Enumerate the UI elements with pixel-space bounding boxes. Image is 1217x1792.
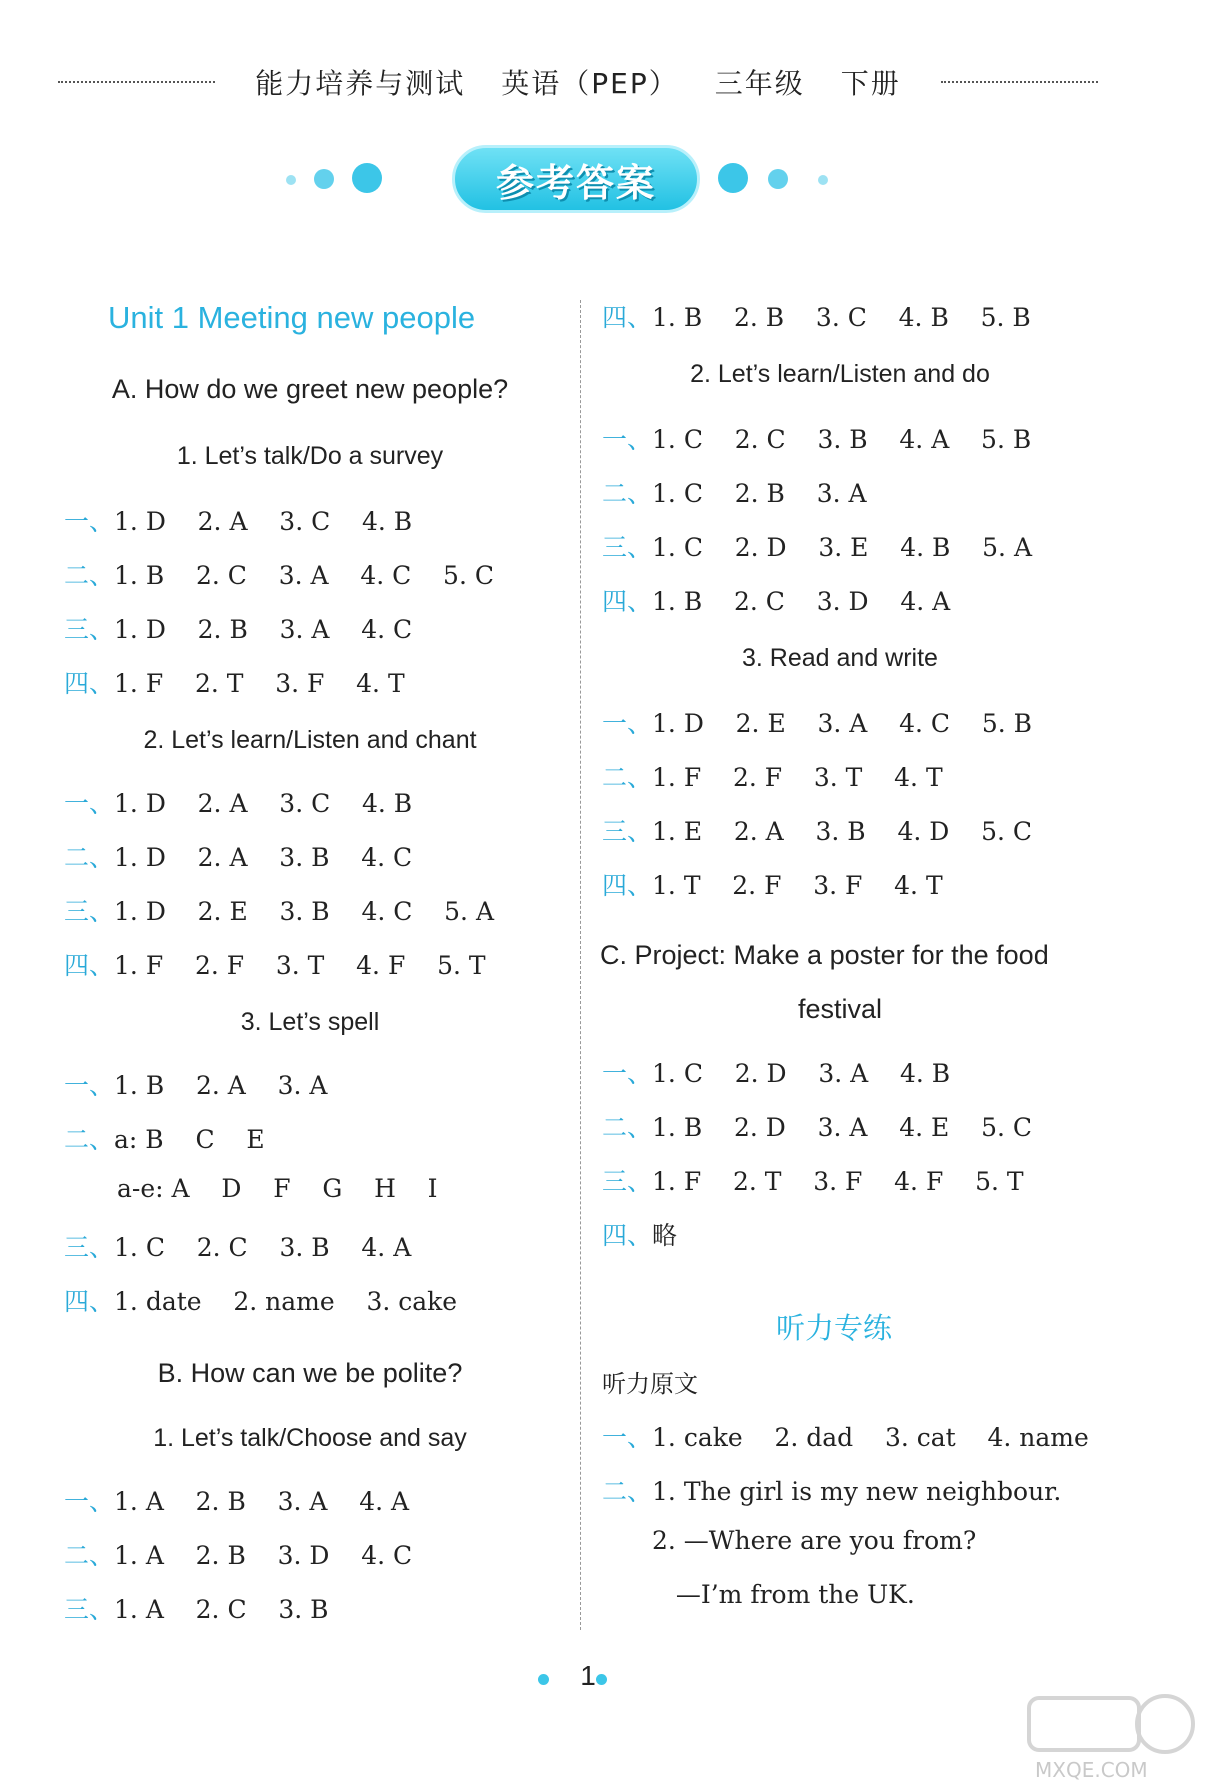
answer-row: 四、1. T 2. F 3. F 4. T: [602, 871, 943, 900]
answer-row: 一、1. A 2. B 3. A 4. A: [64, 1487, 410, 1516]
answer-row: 二、1. The girl is my new neighbour.: [602, 1477, 1062, 1506]
banner-dot: [314, 169, 334, 189]
answer-row: 二、1. A 2. B 3. D 4. C: [64, 1541, 413, 1570]
header-dots-right: [941, 81, 1098, 83]
answer-row: 2. —Where are you from?: [652, 1526, 977, 1555]
section-b-heading: B. How can we be polite?: [157, 1358, 463, 1388]
page-number: 1: [580, 1660, 596, 1691]
section-c-heading-cont: festival: [797, 994, 883, 1024]
footer-dot: [596, 1674, 607, 1685]
footer-dot: [538, 1674, 549, 1685]
answer-row: 一、1. B 2. A 3. A: [64, 1071, 328, 1100]
a1-title: 1. Let’s talk/Do a survey: [176, 442, 444, 470]
header-dots-left: [58, 81, 215, 83]
answer-row: 四、1. F 2. F 3. T 4. F 5. T: [64, 951, 486, 980]
answer-row: —I’m from the UK.: [652, 1580, 915, 1609]
answer-row: 四、1. date 2. name 3. cake: [64, 1287, 458, 1316]
answer-row: 二、1. B 2. D 3. A 4. E 5. C: [602, 1113, 1033, 1142]
banner-pill: [452, 145, 700, 213]
answer-row: 二、1. B 2. C 3. A 4. C 5. C: [64, 561, 494, 590]
answer-row: a-e: A D F G H I: [117, 1174, 438, 1203]
answer-row: 二、a: B C E: [64, 1125, 265, 1154]
header-subject: 英语（PEP）: [501, 67, 679, 100]
a2-title: 2. Let’s learn/Listen and chant: [143, 726, 477, 754]
answer-row: 三、1. A 2. C 3. B: [64, 1595, 329, 1624]
answer-row: 三、1. F 2. T 3. F 4. F 5. T: [602, 1167, 1024, 1196]
banner-title: 参考答案: [495, 160, 656, 205]
watermark-stamp-icon: [1025, 1690, 1205, 1760]
answer-row: 一、1. D 2. A 3. C 4. B: [64, 789, 413, 818]
answer-row: 四、略: [602, 1221, 678, 1250]
header-book: 能力培养与测试: [255, 67, 466, 100]
b3-title: 3. Read and write: [742, 644, 938, 672]
page-header: [58, 62, 1098, 102]
answer-row: 三、1. C 2. D 3. E 4. B 5. A: [602, 533, 1033, 562]
answer-row: 四、1. B 2. C 3. D 4. A: [602, 587, 951, 616]
answer-row: 三、1. D 2. B 3. A 4. C: [64, 615, 413, 644]
b2-title: 2. Let’s learn/Listen and do: [690, 360, 990, 388]
column-divider: [580, 300, 581, 1630]
banner-dot: [718, 163, 748, 193]
answer-row: 三、1. C 2. C 3. B 4. A: [64, 1233, 412, 1262]
unit-title: Unit 1 Meeting new people: [108, 300, 476, 335]
banner-dot: [352, 163, 382, 193]
header-text: [215, 62, 941, 102]
answer-row: 二、1. C 2. B 3. A: [602, 479, 867, 508]
answer-row: 一、1. C 2. C 3. B 4. A 5. B: [602, 425, 1032, 454]
answer-row: 一、1. cake 2. dad 3. cat 4. name: [602, 1423, 1089, 1452]
answer-row: 四、1. F 2. T 3. F 4. T: [64, 669, 405, 698]
listening-subtitle: 听力原文: [602, 1370, 698, 1398]
a3-title: 3. Let’s spell: [240, 1008, 380, 1036]
section-c-heading: C. Project: Make a poster for the food: [600, 940, 1049, 970]
answer-row: 二、1. D 2. A 3. B 4. C: [64, 843, 413, 872]
answer-row: 四、1. B 2. B 3. C 4. B 5. B: [602, 303, 1031, 332]
header-volume: 下册: [840, 67, 901, 100]
banner-dot: [768, 169, 788, 189]
answer-row: 一、1. C 2. D 3. A 4. B: [602, 1059, 951, 1088]
answer-row: 一、1. D 2. A 3. C 4. B: [64, 507, 413, 536]
banner-dot: [286, 175, 296, 185]
answer-banner: [0, 145, 1217, 225]
header-grade: 三年级: [714, 67, 805, 100]
watermark-text: MXQE.COM: [1035, 1758, 1148, 1782]
section-a-heading: A. How do we greet new people?: [111, 374, 509, 404]
answer-row: 二、1. F 2. F 3. T 4. T: [602, 763, 943, 792]
answer-row: 三、1. D 2. E 3. B 4. C 5. A: [64, 897, 495, 926]
b1-title: 1. Let’s talk/Choose and say: [153, 1424, 467, 1452]
answer-row: 一、1. D 2. E 3. A 4. C 5. B: [602, 709, 1033, 738]
watermark-logo: [1025, 1690, 1205, 1790]
answer-row: 三、1. E 2. A 3. B 4. D 5. C: [602, 817, 1033, 846]
listening-title: 听力专练: [776, 1311, 893, 1345]
banner-dot: [818, 175, 828, 185]
